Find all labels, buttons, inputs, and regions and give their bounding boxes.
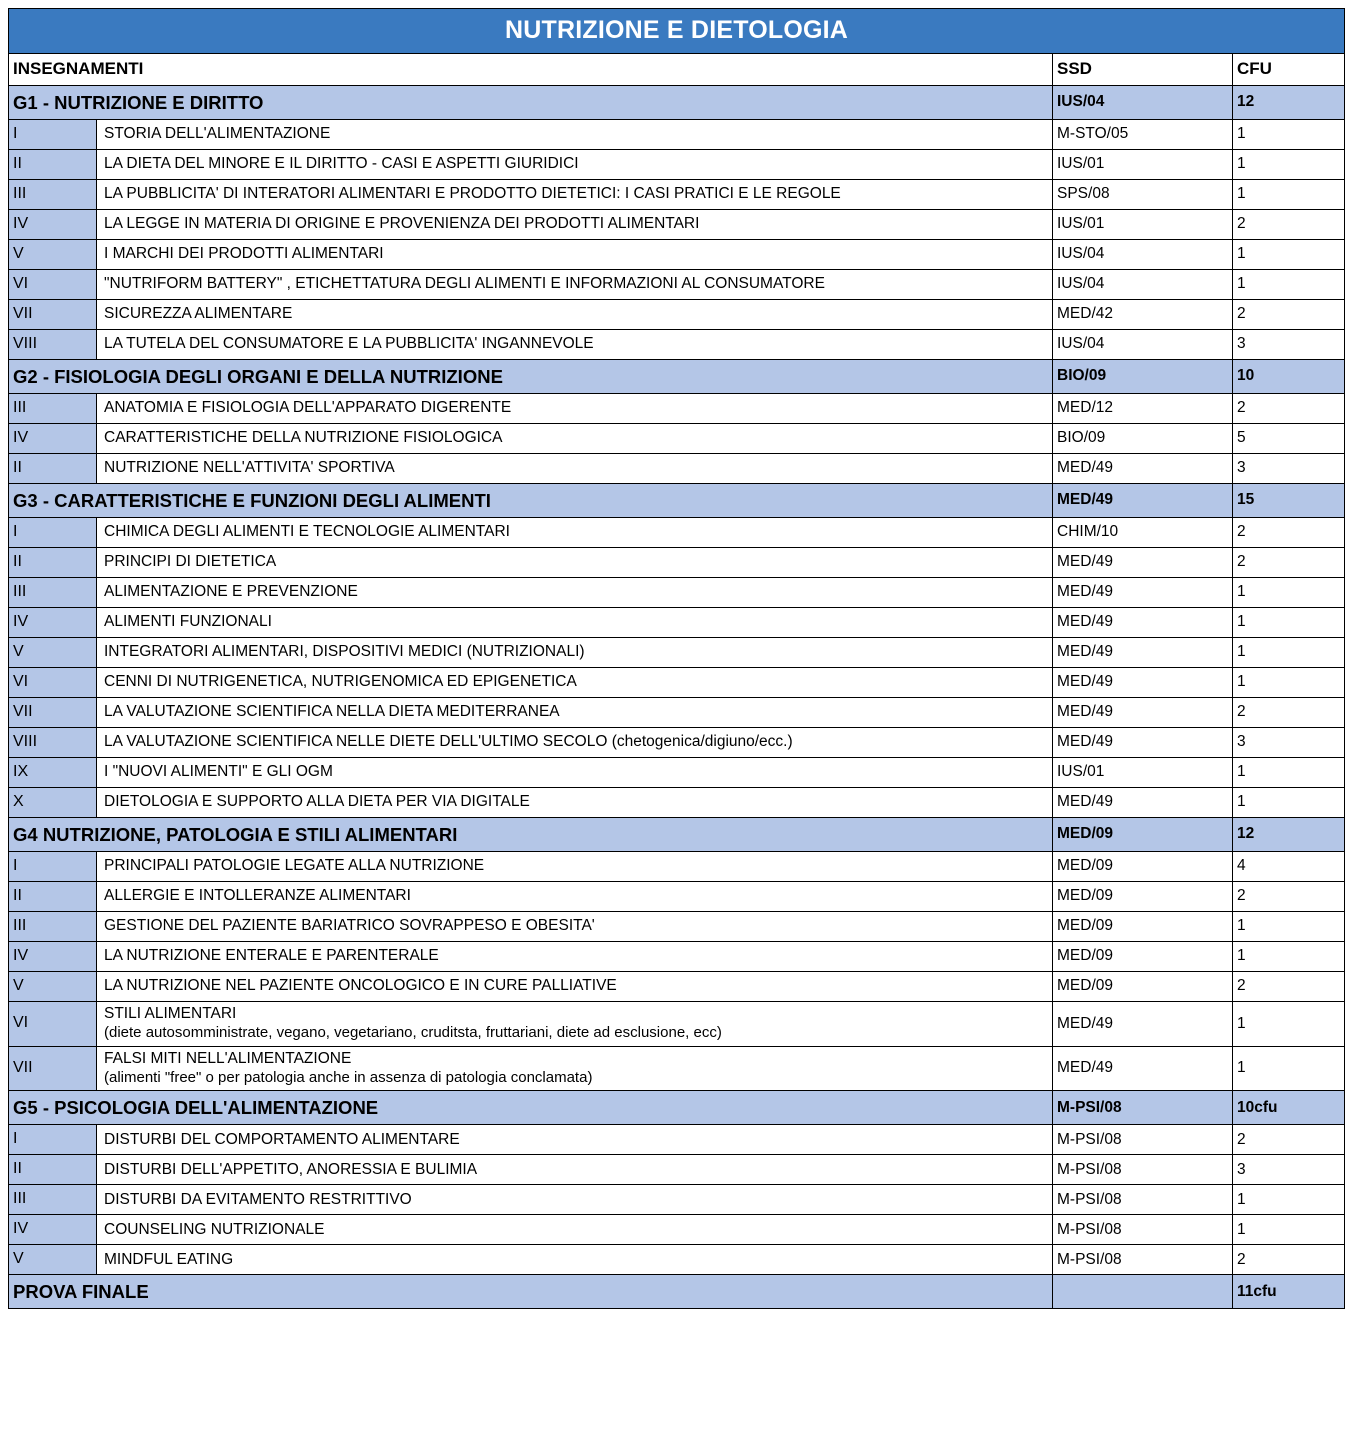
course-cfu: 3 bbox=[1233, 454, 1345, 484]
table-header-row bbox=[9, 54, 1345, 86]
course-cfu: 3 bbox=[1233, 330, 1345, 360]
table-row bbox=[9, 1002, 1345, 1047]
course-cfu: 2 bbox=[1233, 1125, 1345, 1155]
course-name: PRINCIPALI PATOLOGIE LEGATE ALLA NUTRIZIONE bbox=[97, 852, 1053, 882]
row-index: IV bbox=[9, 424, 97, 454]
table-row bbox=[9, 788, 1345, 818]
course-name: LA NUTRIZIONE NEL PAZIENTE ONCOLOGICO E IN CURE PALLIATIVE bbox=[97, 972, 1053, 1002]
table-row bbox=[9, 852, 1345, 882]
course-cfu: 1 bbox=[1233, 942, 1345, 972]
course-ssd: MED/12 bbox=[1053, 394, 1233, 424]
course-cfu: 4 bbox=[1233, 852, 1345, 882]
row-index: VII bbox=[9, 1046, 97, 1091]
row-index: II bbox=[9, 1155, 97, 1185]
table-row bbox=[9, 1155, 1345, 1185]
course-ssd: MED/49 bbox=[1053, 548, 1233, 578]
course-ssd: MED/09 bbox=[1053, 882, 1233, 912]
course-ssd: M-PSI/08 bbox=[1053, 1185, 1233, 1215]
course-ssd: MED/49 bbox=[1053, 608, 1233, 638]
course-name: I "NUOVI ALIMENTI" E GLI OGM bbox=[97, 758, 1053, 788]
row-index: IV bbox=[9, 1215, 97, 1245]
course-ssd: M-PSI/08 bbox=[1053, 1245, 1233, 1275]
row-index: X bbox=[9, 788, 97, 818]
row-index: VIII bbox=[9, 728, 97, 758]
group-ssd: M-PSI/08 bbox=[1053, 1091, 1233, 1125]
course-name bbox=[97, 1002, 1053, 1047]
course-ssd: IUS/01 bbox=[1053, 150, 1233, 180]
row-index: V bbox=[9, 240, 97, 270]
course-cfu: 1 bbox=[1233, 180, 1345, 210]
row-index: VIII bbox=[9, 330, 97, 360]
course-name: NUTRIZIONE NELL'ATTIVITA' SPORTIVA bbox=[97, 454, 1053, 484]
row-index: I bbox=[9, 1125, 97, 1155]
group-header-row bbox=[9, 360, 1345, 394]
course-ssd: IUS/04 bbox=[1053, 240, 1233, 270]
course-cfu: 2 bbox=[1233, 518, 1345, 548]
table-row bbox=[9, 454, 1345, 484]
course-name: CHIMICA DEGLI ALIMENTI E TECNOLOGIE ALIMENTARI bbox=[97, 518, 1053, 548]
course-name: I MARCHI DEI PRODOTTI ALIMENTARI bbox=[97, 240, 1053, 270]
group-header-row bbox=[9, 818, 1345, 852]
course-ssd: MED/09 bbox=[1053, 912, 1233, 942]
group-ssd: BIO/09 bbox=[1053, 360, 1233, 394]
course-cfu: 1 bbox=[1233, 638, 1345, 668]
course-name: MINDFUL EATING bbox=[97, 1245, 1053, 1275]
group-cfu: 11cfu bbox=[1233, 1275, 1345, 1309]
row-index: IV bbox=[9, 942, 97, 972]
course-cfu: 1 bbox=[1233, 758, 1345, 788]
course-ssd: MED/09 bbox=[1053, 942, 1233, 972]
course-cfu: 3 bbox=[1233, 1155, 1345, 1185]
course-name: LA VALUTAZIONE SCIENTIFICA NELLE DIETE DELL'ULTIMO SECOLO (chetogenica/digiuno/ecc.) bbox=[97, 728, 1053, 758]
table-row bbox=[9, 1185, 1345, 1215]
course-ssd: M-STO/05 bbox=[1053, 120, 1233, 150]
group-ssd: MED/49 bbox=[1053, 484, 1233, 518]
course-name-line2: (alimenti "free" o per patologia anche in assenza di patologia conclamata) bbox=[104, 1069, 593, 1086]
row-index: I bbox=[9, 852, 97, 882]
table-row bbox=[9, 578, 1345, 608]
row-index: IX bbox=[9, 758, 97, 788]
course-ssd: MED/49 bbox=[1053, 698, 1233, 728]
course-cfu: 1 bbox=[1233, 120, 1345, 150]
course-name: DISTURBI DELL'APPETITO, ANORESSIA E BULIMIA bbox=[97, 1155, 1053, 1185]
table-row bbox=[9, 180, 1345, 210]
row-index: VI bbox=[9, 1002, 97, 1047]
course-name: INTEGRATORI ALIMENTARI, DISPOSITIVI MEDICI (NUTRIZIONALI) bbox=[97, 638, 1053, 668]
group-title: PROVA FINALE bbox=[9, 1275, 1053, 1309]
page-title: NUTRIZIONE E DIETOLOGIA bbox=[9, 9, 1345, 54]
group-title: G2 - FISIOLOGIA DEGLI ORGANI E DELLA NUTRIZIONE bbox=[9, 360, 1053, 394]
row-index: VII bbox=[9, 698, 97, 728]
course-name: ANATOMIA E FISIOLOGIA DELL'APPARATO DIGERENTE bbox=[97, 394, 1053, 424]
row-index: II bbox=[9, 454, 97, 484]
course-name: LA PUBBLICITA' DI INTERATORI ALIMENTARI E PRODOTTO DIETETICI: I CASI PRATICI E LE REGOLE bbox=[97, 180, 1053, 210]
course-name: DISTURBI DEL COMPORTAMENTO ALIMENTARE bbox=[97, 1125, 1053, 1155]
curriculum-table bbox=[8, 8, 1345, 1309]
table-row bbox=[9, 1046, 1345, 1091]
row-index: VI bbox=[9, 270, 97, 300]
row-index: I bbox=[9, 518, 97, 548]
course-cfu: 1 bbox=[1233, 150, 1345, 180]
course-ssd: MED/49 bbox=[1053, 638, 1233, 668]
group-title: G3 - CARATTERISTICHE E FUNZIONI DEGLI ALIMENTI bbox=[9, 484, 1053, 518]
row-index: IV bbox=[9, 210, 97, 240]
course-name: DIETOLOGIA E SUPPORTO ALLA DIETA PER VIA DIGITALE bbox=[97, 788, 1053, 818]
table-row bbox=[9, 698, 1345, 728]
course-ssd: M-PSI/08 bbox=[1053, 1125, 1233, 1155]
column-header-cfu: CFU bbox=[1233, 54, 1345, 86]
group-header-row bbox=[9, 86, 1345, 120]
course-cfu: 3 bbox=[1233, 728, 1345, 758]
table-row bbox=[9, 728, 1345, 758]
course-ssd: M-PSI/08 bbox=[1053, 1215, 1233, 1245]
course-cfu: 2 bbox=[1233, 882, 1345, 912]
group-cfu: 15 bbox=[1233, 484, 1345, 518]
course-cfu: 1 bbox=[1233, 1002, 1345, 1047]
row-index: I bbox=[9, 120, 97, 150]
course-cfu: 1 bbox=[1233, 788, 1345, 818]
group-cfu: 12 bbox=[1233, 86, 1345, 120]
course-name: CARATTERISTICHE DELLA NUTRIZIONE FISIOLOGICA bbox=[97, 424, 1053, 454]
course-ssd: IUS/01 bbox=[1053, 758, 1233, 788]
course-name-line2: (diete autosomministrate, vegano, vegetariano, cruditsta, fruttariani, diete ad esclusione, ecc) bbox=[104, 1024, 722, 1042]
table-title-row bbox=[9, 9, 1345, 54]
course-ssd: MED/49 bbox=[1053, 1002, 1233, 1047]
table-body bbox=[9, 9, 1345, 1309]
course-cfu: 1 bbox=[1233, 578, 1345, 608]
course-cfu: 2 bbox=[1233, 300, 1345, 330]
course-name: DISTURBI DA EVITAMENTO RESTRITTIVO bbox=[97, 1185, 1053, 1215]
group-ssd bbox=[1053, 1275, 1233, 1309]
course-ssd: IUS/04 bbox=[1053, 330, 1233, 360]
course-name: GESTIONE DEL PAZIENTE BARIATRICO SOVRAPPESO E OBESITA' bbox=[97, 912, 1053, 942]
course-cfu: 1 bbox=[1233, 608, 1345, 638]
row-index: II bbox=[9, 150, 97, 180]
course-name-line1: FALSI MITI NELL'ALIMENTAZIONE bbox=[104, 1049, 352, 1067]
row-index: V bbox=[9, 638, 97, 668]
row-index: III bbox=[9, 1185, 97, 1215]
course-cfu: 2 bbox=[1233, 972, 1345, 1002]
table-row bbox=[9, 758, 1345, 788]
course-name: PRINCIPI DI DIETETICA bbox=[97, 548, 1053, 578]
course-ssd: MED/49 bbox=[1053, 578, 1233, 608]
table-row bbox=[9, 270, 1345, 300]
course-ssd: MED/42 bbox=[1053, 300, 1233, 330]
table-row bbox=[9, 1215, 1345, 1245]
course-cfu: 1 bbox=[1233, 1215, 1345, 1245]
course-name: CENNI DI NUTRIGENETICA, NUTRIGENOMICA ED EPIGENETICA bbox=[97, 668, 1053, 698]
course-name: LA NUTRIZIONE ENTERALE E PARENTERALE bbox=[97, 942, 1053, 972]
course-ssd: MED/09 bbox=[1053, 972, 1233, 1002]
course-cfu: 1 bbox=[1233, 240, 1345, 270]
table-row bbox=[9, 548, 1345, 578]
course-ssd: MED/49 bbox=[1053, 788, 1233, 818]
table-row bbox=[9, 1245, 1345, 1275]
course-ssd: CHIM/10 bbox=[1053, 518, 1233, 548]
table-row bbox=[9, 912, 1345, 942]
course-cfu: 1 bbox=[1233, 668, 1345, 698]
table-row bbox=[9, 972, 1345, 1002]
group-cfu: 12 bbox=[1233, 818, 1345, 852]
row-index: III bbox=[9, 394, 97, 424]
course-cfu: 5 bbox=[1233, 424, 1345, 454]
course-name: SICUREZZA ALIMENTARE bbox=[97, 300, 1053, 330]
course-ssd: MED/49 bbox=[1053, 728, 1233, 758]
course-ssd: IUS/04 bbox=[1053, 270, 1233, 300]
course-ssd: IUS/01 bbox=[1053, 210, 1233, 240]
group-header-row bbox=[9, 484, 1345, 518]
row-index: II bbox=[9, 882, 97, 912]
row-index: IV bbox=[9, 608, 97, 638]
course-name: COUNSELING NUTRIZIONALE bbox=[97, 1215, 1053, 1245]
course-cfu: 2 bbox=[1233, 548, 1345, 578]
course-cfu: 1 bbox=[1233, 1185, 1345, 1215]
group-header-row bbox=[9, 1275, 1345, 1309]
table-row bbox=[9, 608, 1345, 638]
group-title: G5 - PSICOLOGIA DELL'ALIMENTAZIONE bbox=[9, 1091, 1053, 1125]
row-index: III bbox=[9, 578, 97, 608]
column-header-ssd: SSD bbox=[1053, 54, 1233, 86]
course-cfu: 2 bbox=[1233, 698, 1345, 728]
course-ssd: BIO/09 bbox=[1053, 424, 1233, 454]
course-ssd: MED/49 bbox=[1053, 1046, 1233, 1091]
row-index: V bbox=[9, 972, 97, 1002]
course-ssd: MED/49 bbox=[1053, 454, 1233, 484]
row-index: III bbox=[9, 180, 97, 210]
group-cfu: 10cfu bbox=[1233, 1091, 1345, 1125]
table-row bbox=[9, 330, 1345, 360]
course-cfu: 1 bbox=[1233, 270, 1345, 300]
course-cfu: 2 bbox=[1233, 394, 1345, 424]
group-ssd: MED/09 bbox=[1053, 818, 1233, 852]
group-ssd: IUS/04 bbox=[1053, 86, 1233, 120]
table-row bbox=[9, 240, 1345, 270]
table-row bbox=[9, 210, 1345, 240]
course-ssd: MED/49 bbox=[1053, 668, 1233, 698]
group-header-row bbox=[9, 1091, 1345, 1125]
course-name: ALIMENTI FUNZIONALI bbox=[97, 608, 1053, 638]
row-index: II bbox=[9, 548, 97, 578]
table-row bbox=[9, 300, 1345, 330]
column-header-insegnamenti: INSEGNAMENTI bbox=[9, 54, 1053, 86]
course-name: LA DIETA DEL MINORE E IL DIRITTO - CASI E ASPETTI GIURIDICI bbox=[97, 150, 1053, 180]
course-name: "NUTRIFORM BATTERY" , ETICHETTATURA DEGLI ALIMENTI E INFORMAZIONI AL CONSUMATORE bbox=[97, 270, 1053, 300]
course-cfu: 2 bbox=[1233, 210, 1345, 240]
course-name: ALIMENTAZIONE E PREVENZIONE bbox=[97, 578, 1053, 608]
table-row bbox=[9, 1125, 1345, 1155]
table-row bbox=[9, 394, 1345, 424]
table-row bbox=[9, 668, 1345, 698]
table-row bbox=[9, 518, 1345, 548]
course-ssd: M-PSI/08 bbox=[1053, 1155, 1233, 1185]
course-cfu: 2 bbox=[1233, 1245, 1345, 1275]
row-index: III bbox=[9, 912, 97, 942]
course-name: ALLERGIE E INTOLLERANZE ALIMENTARI bbox=[97, 882, 1053, 912]
group-title: G4 NUTRIZIONE, PATOLOGIA E STILI ALIMENTARI bbox=[9, 818, 1053, 852]
row-index: V bbox=[9, 1245, 97, 1275]
course-cfu: 1 bbox=[1233, 912, 1345, 942]
table-row bbox=[9, 638, 1345, 668]
course-name: STORIA DELL'ALIMENTAZIONE bbox=[97, 120, 1053, 150]
table-row bbox=[9, 882, 1345, 912]
group-title: G1 - NUTRIZIONE E DIRITTO bbox=[9, 86, 1053, 120]
course-name-line1: STILI ALIMENTARI bbox=[104, 1005, 237, 1022]
course-cfu: 1 bbox=[1233, 1046, 1345, 1091]
group-cfu: 10 bbox=[1233, 360, 1345, 394]
table-row bbox=[9, 120, 1345, 150]
course-ssd: MED/09 bbox=[1053, 852, 1233, 882]
row-index: VII bbox=[9, 300, 97, 330]
table-row bbox=[9, 942, 1345, 972]
table-row bbox=[9, 150, 1345, 180]
course-ssd: SPS/08 bbox=[1053, 180, 1233, 210]
course-name bbox=[97, 1046, 1053, 1091]
course-name: LA VALUTAZIONE SCIENTIFICA NELLA DIETA MEDITERRANEA bbox=[97, 698, 1053, 728]
table-row bbox=[9, 424, 1345, 454]
row-index: VI bbox=[9, 668, 97, 698]
course-name: LA TUTELA DEL CONSUMATORE E LA PUBBLICITA' INGANNEVOLE bbox=[97, 330, 1053, 360]
course-name: LA LEGGE IN MATERIA DI ORIGINE E PROVENIENZA DEI PRODOTTI ALIMENTARI bbox=[97, 210, 1053, 240]
